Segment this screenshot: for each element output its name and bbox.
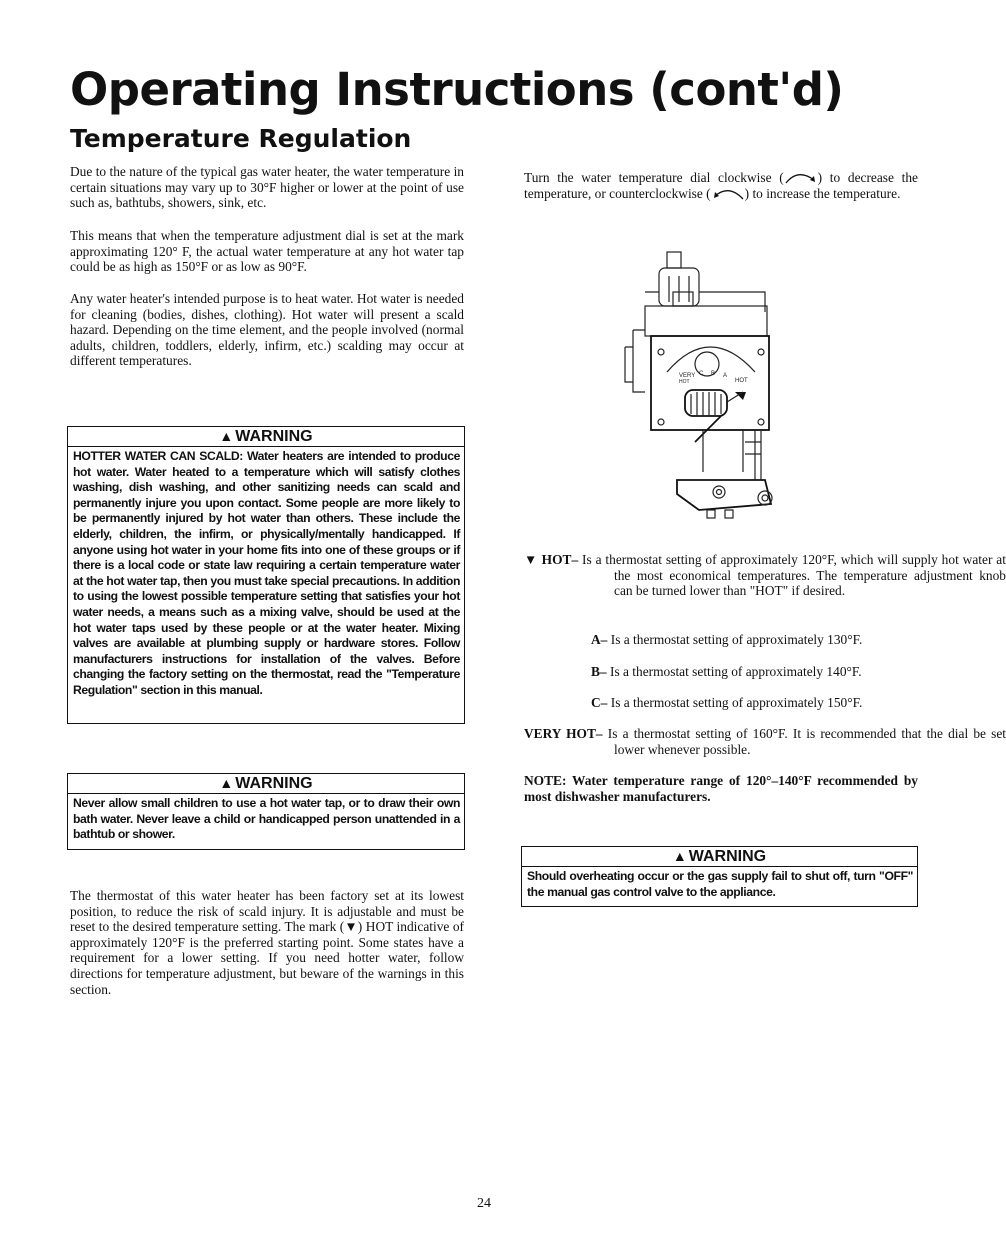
clockwise-arrow-icon xyxy=(784,170,818,184)
warning-triangle-icon: ▲ xyxy=(672,848,687,864)
dial-label-hot-small: HOT xyxy=(679,379,690,385)
scald-paragraph: Any water heater's intended purpose is to heat water. Hot water is needed for cleaning (bodies, dishes, clothing). Hot water will present a scald hazard. Depending on the time element, and the people involved (normal adults, children, toddlers, elderly, infirm, etc.) scalding may occur at different temperatures. xyxy=(70,291,464,369)
dial-label-c: C xyxy=(699,371,704,377)
warning-box-scald xyxy=(67,426,465,724)
definition-c: C– Is a thermostat setting of approximately 150°F. xyxy=(591,695,863,710)
warning-triangle-icon: ▲ xyxy=(219,428,234,444)
page-number: 24 xyxy=(477,1196,491,1211)
warning-body: Should overheating occur or the gas supply fail to shut off, turn "OFF" the manual gas control valve to the appliance. xyxy=(527,869,913,899)
warning-body: HOTTER WATER CAN SCALD: Water heaters are intended to produce hot water. Water heated to a temperature which will satisfy clothes washing, dish washing, and other sanitizing needs can scald and permanently injure you upon contact. Some people are more likely to be permanently injured by hot water than others. These include the elderly, children, the infirm, or physically/mentally handicapped. If anyone using hot water in your home fits into one of these groups or if there is a local code or state law requiring a certain temperature water at the hot water tap, then you must take special precautions. In addition to using the lowest possible temperature setting that satisfies your hot water needs, a means such as a mixing valve, should be used at the hot water taps used by these people or at the water heater. Mixing valves are available at plumbing supply or hardware stores. Follow manufacturers instructions for installation of the valves. Before changing the factory setting on the thermostat, read the "Temperature Regulation" section in this manual. xyxy=(73,449,460,697)
warning-title: ▲ WARNING xyxy=(522,847,917,867)
definition-hot: ▼ HOT– Is a thermostat setting of approximately 120°F, which will supply hot water at the most economical temperatures. The temperature adjustment knob can be turned lower than "HOT" if desired. xyxy=(524,552,1006,599)
warning-body: Never allow small children to use a hot water tap, or to draw their own bath water. Never leave a child or handicapped person unattended in a bathtub or shower. xyxy=(73,796,460,842)
dishwasher-note: NOTE: Water temperature range of 120°–140°F recommended by most dishwasher manufacturers. xyxy=(524,773,918,804)
dial-label-a: A xyxy=(723,373,728,379)
section-heading: Temperature Regulation xyxy=(70,124,412,153)
warning-title: ▲ WARNING xyxy=(68,427,464,447)
counterclockwise-arrow-icon xyxy=(711,186,745,200)
page-title: Operating Instructions (cont'd) xyxy=(70,63,844,116)
dial-label-b: B xyxy=(711,371,716,377)
warning-triangle-icon: ▲ xyxy=(219,775,234,791)
dial-label-very: VERY xyxy=(679,373,696,379)
dial-label-hot: HOT xyxy=(735,378,748,384)
definition-a: A– Is a thermostat setting of approximately 130°F. xyxy=(591,632,863,647)
warning-box-overheating xyxy=(521,846,918,907)
dial-paragraph: This means that when the temperature adjustment dial is set at the mark approximating 120° F, the actual water temperature at any hot water tap could be as high as 150°F or as low as 90°F. xyxy=(70,228,464,275)
dial-direction-paragraph: Turn the water temperature dial clockwise ( ) to decrease the temperature, or counterclockwise ( ) to increase the temperature. xyxy=(524,170,918,201)
definition-very-hot: VERY HOT– Is a thermostat setting of 160°F. It is recommended that the dial be set lower whenever possible. xyxy=(524,726,1006,757)
intro-paragraph: Due to the nature of the typical gas water heater, the water temperature in certain situations may vary up to 30°F higher or lower at the point of use such as, bathtubs, showers, sink, etc. xyxy=(70,164,464,211)
warning-box-children xyxy=(67,773,465,850)
warning-title: ▲ WARNING xyxy=(68,774,464,794)
definition-b: B– Is a thermostat setting of approximately 140°F. xyxy=(591,664,862,679)
factory-setting-paragraph: The thermostat of this water heater has been factory set at its lowest position, to reduce the risk of scald injury. It is adjustable and must be reset to the desired temperature setting. The mark (▼) HOT indicative of approximately 120°F is the preferred starting point. Some states have a requirement for a lower setting. If you need hotter water, follow directions for temperature adjustment, but beware of the warnings in this section. xyxy=(70,888,464,997)
gas-control-valve-illustration xyxy=(615,242,780,527)
